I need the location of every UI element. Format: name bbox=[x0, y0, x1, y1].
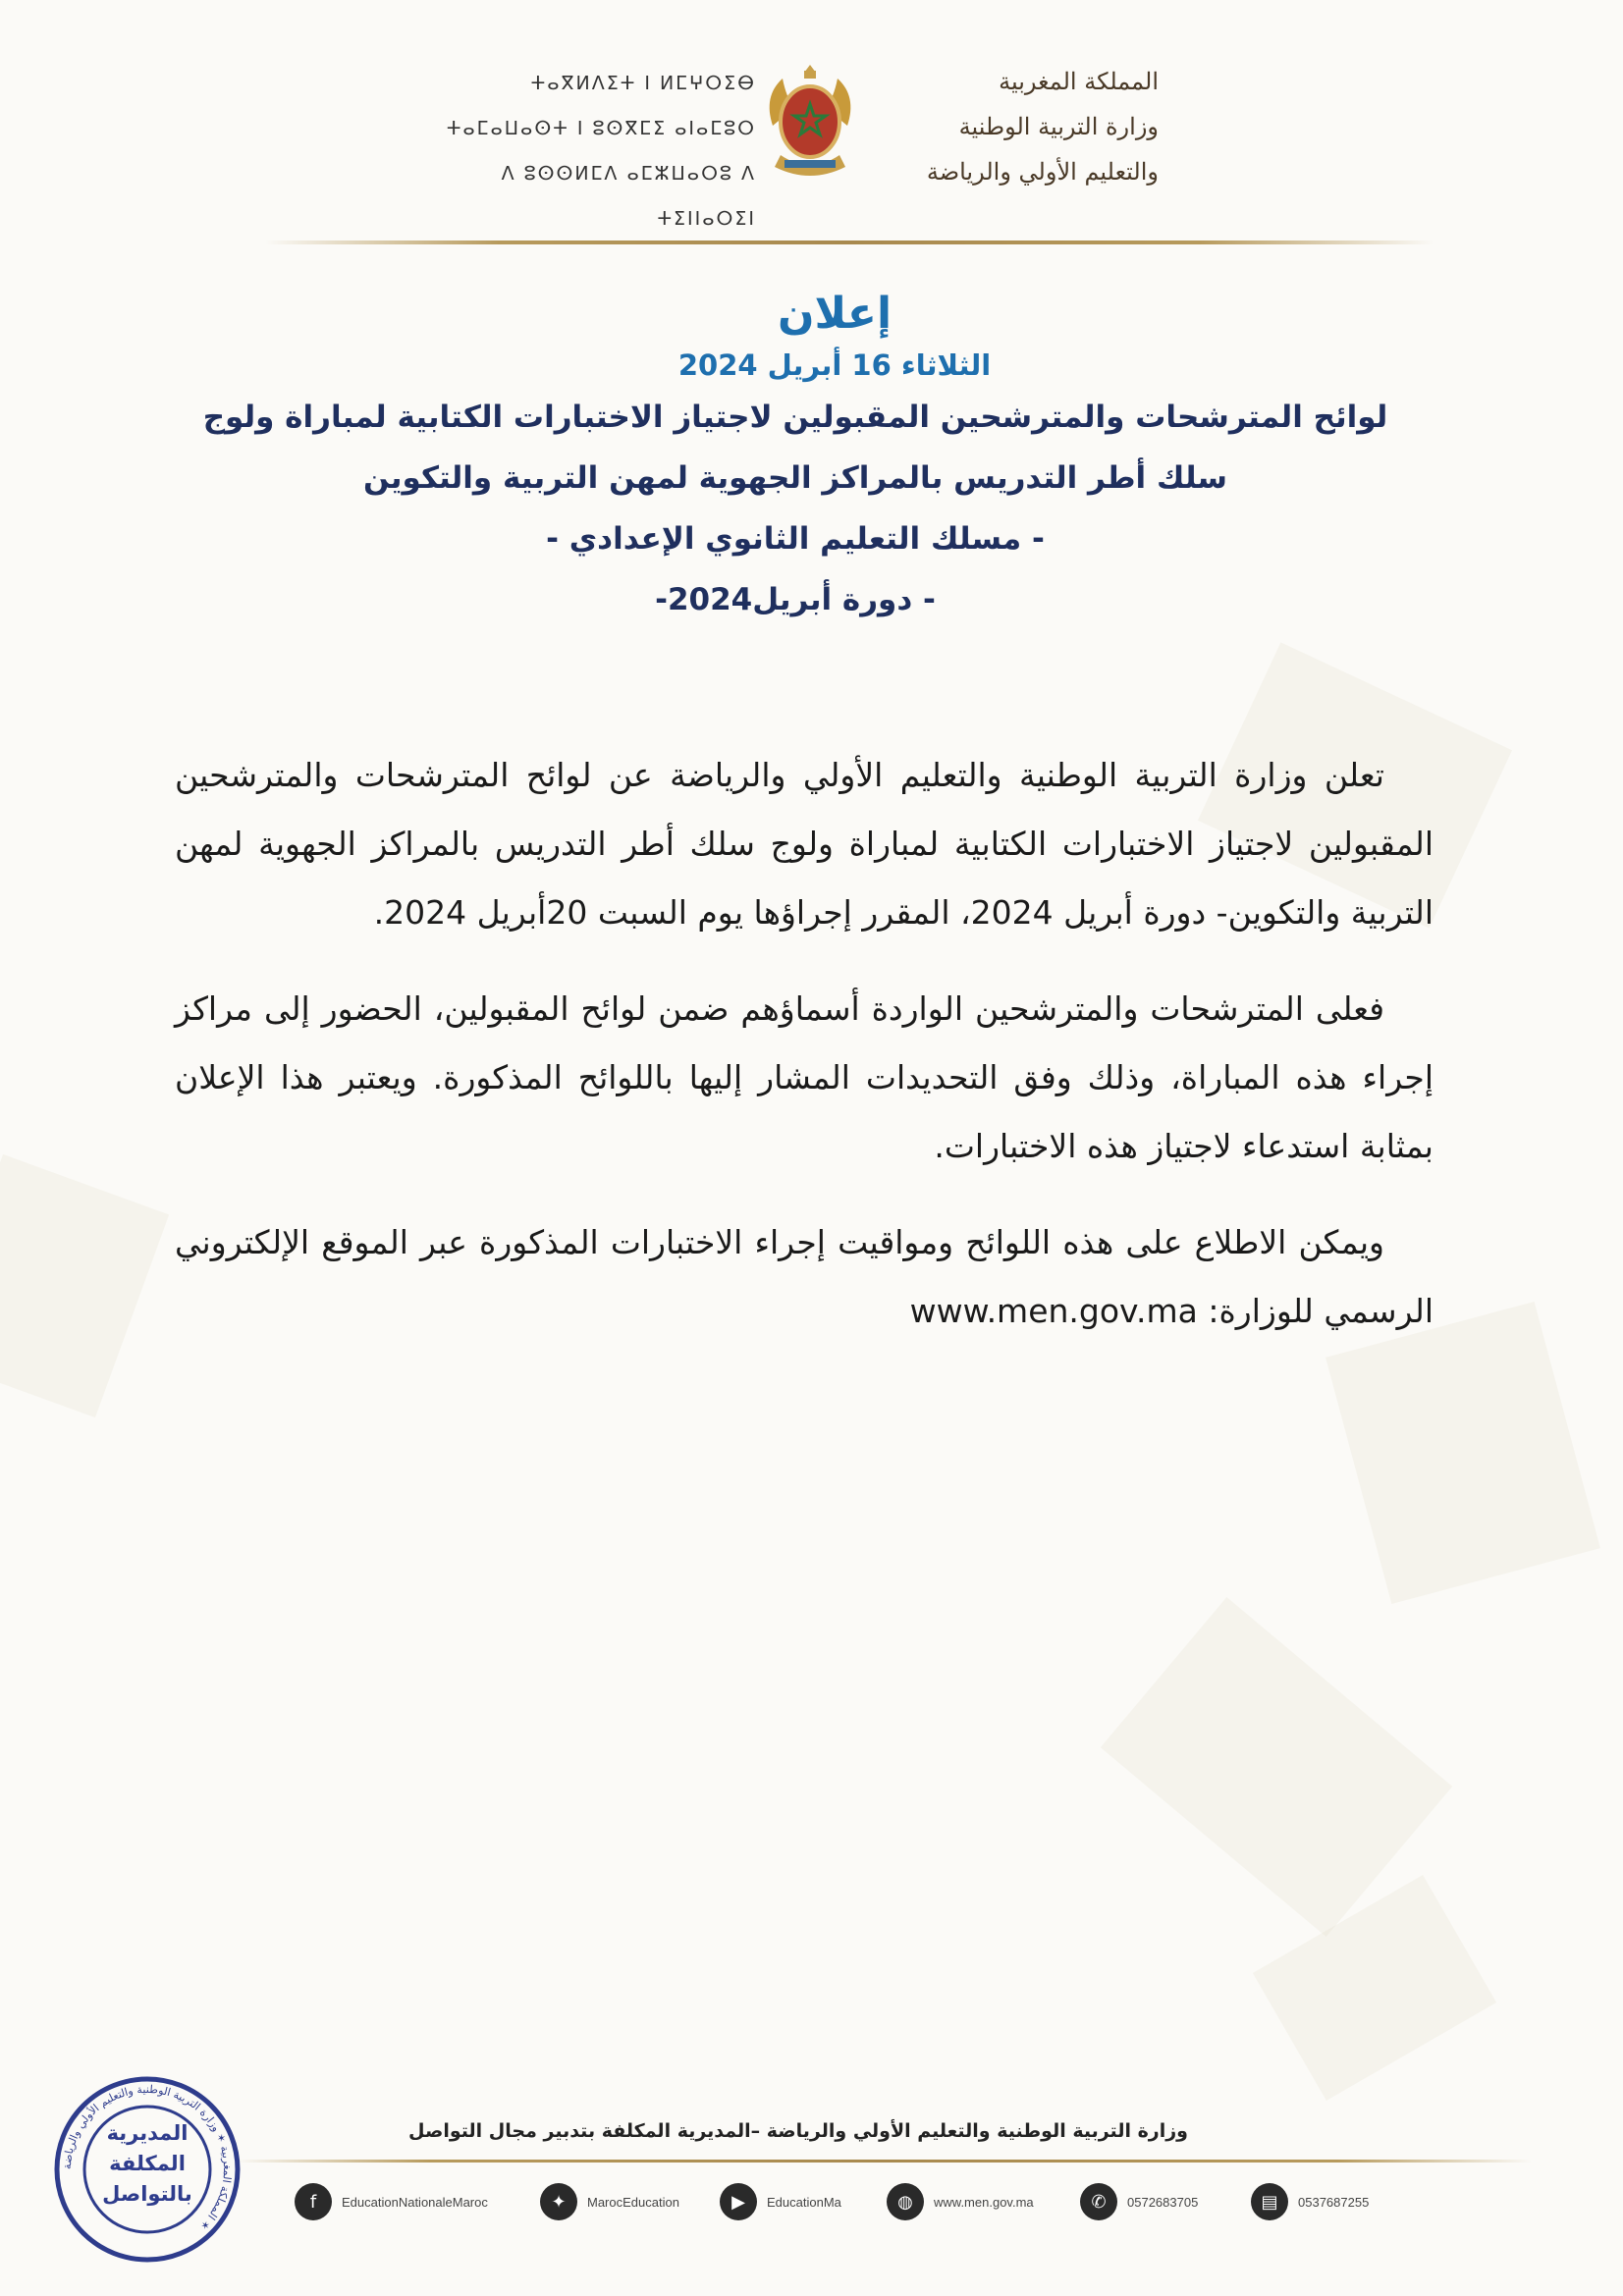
ministry-name-arabic bbox=[864, 59, 1159, 194]
ministry-line: المملكة المغربية bbox=[999, 68, 1159, 95]
contact-website[interactable] bbox=[887, 2181, 1034, 2222]
footer-caption: وزارة التربية الوطنية والتعليم الأولي والرياضة –المديرية المكلفة بتدبير مجال التواصل bbox=[408, 2120, 1188, 2142]
announcement-body bbox=[175, 741, 1434, 1373]
announcement-subtitle-line: لوائح المترشحات والمترشحين المقبولين لاجتياز الاختبارات الكتابية لمباراة ولوج bbox=[202, 400, 1388, 435]
phone-icon: ✆ bbox=[1080, 2183, 1117, 2220]
announcement-date: الثلاثاء 16 أبريل 2024 bbox=[677, 348, 992, 382]
announcement-heading bbox=[177, 285, 1414, 630]
letterhead bbox=[0, 0, 1623, 245]
contact-label: 0572683705 bbox=[1127, 2194, 1199, 2210]
ministry-line: والتعليم الأولي والرياضة bbox=[926, 158, 1159, 186]
body-paragraph: تعلن وزارة التربية الوطنية والتعليم الأولي والرياضة عن لوائح المترشحات والمترشحين المقبولين لاجتياز الاختبارات الكتابية لمباراة ولوج سلك أطر التدريس بالمراكز الجهوية لمهن التربية والتكوين- دورة أبريل 2024، المقرر إجراؤها يوم السبت 20أبريل 2024. bbox=[175, 756, 1434, 932]
announcement-title: إعلان bbox=[777, 289, 893, 339]
contact-twitter[interactable] bbox=[540, 2181, 679, 2222]
announcement-subtitle-line: - مسلك التعليم الثانوي الإعدادي - bbox=[546, 521, 1045, 557]
announcement-subtitle-line: - دورة أبريل2024- bbox=[655, 582, 936, 617]
body-paragraph-text: ويمكن الاطلاع على هذه اللوائح ومواقيت إجراء الاختبارات المذكورة عبر الموقع الإلكتروني الرسمي للوزارة: bbox=[175, 1223, 1434, 1330]
fax-icon: ▤ bbox=[1251, 2183, 1288, 2220]
contact-label: EducationMa bbox=[767, 2194, 841, 2210]
contact-phone[interactable] bbox=[1080, 2181, 1198, 2222]
contact-label: EducationNationaleMaroc bbox=[342, 2194, 488, 2210]
youtube-icon: ▶ bbox=[720, 2183, 757, 2220]
background-decoration bbox=[1253, 1875, 1496, 2101]
facebook-icon: f bbox=[295, 2183, 332, 2220]
tifinagh-line: ⵜⴰⴳⵍⴷⵉⵜ ⵏ ⵍⵎⵖⵔⵉⴱ bbox=[530, 73, 756, 94]
body-paragraph bbox=[175, 1208, 1434, 1346]
contact-fax[interactable] bbox=[1251, 2181, 1369, 2222]
background-decoration bbox=[0, 1154, 169, 1417]
stamp-line: المديرية bbox=[106, 2121, 189, 2145]
stamp-line: المكلفة bbox=[109, 2152, 186, 2175]
royal-emblem-icon bbox=[751, 57, 869, 185]
twitter-icon: ✦ bbox=[540, 2183, 577, 2220]
header-divider bbox=[265, 240, 1434, 244]
contact-label: MarocEducation bbox=[587, 2194, 679, 2210]
background-decoration bbox=[1101, 1597, 1452, 1937]
announcement-subtitle-line: سلك أطر التدريس بالمراكز الجهوية لمهن التربية والتكوين bbox=[363, 460, 1227, 496]
ministry-line: وزارة التربية الوطنية bbox=[958, 113, 1159, 140]
stamp-ring-text: المملكة المغربية ✶ وزارة التربية الوطنية والتعليم الأولي والرياضة ✶ bbox=[60, 2082, 235, 2233]
globe-icon: ◍ bbox=[887, 2183, 924, 2220]
ministry-name-tifinagh bbox=[432, 61, 756, 241]
contact-label: 0537687255 bbox=[1298, 2194, 1370, 2210]
tifinagh-line: ⴷ ⵓⵙⵙⵍⵎⴷ ⴰⵎⵣⵡⴰⵔⵓ ⴷ ⵜⵉⵏⵏⴰⵔⵉⵏ bbox=[501, 163, 756, 230]
footer-divider bbox=[236, 2160, 1532, 2163]
contact-bar bbox=[295, 2181, 1414, 2230]
ministry-website-link[interactable]: www.men.gov.ma bbox=[909, 1292, 1198, 1330]
contact-facebook[interactable] bbox=[295, 2181, 488, 2222]
body-paragraph: فعلى المترشحات والمترشحين الواردة أسماؤهم ضمن لوائح المقبولين، الحضور إلى مراكز إجراء هذه المباراة، وذلك وفق التحديدات المشار إليها باللوائح المذكورة. ويعتبر هذا الإعلان بمثابة استدعاء لاجتياز هذه الاختبارات. bbox=[175, 989, 1434, 1165]
stamp-center-text bbox=[93, 2118, 201, 2210]
contact-label: www.men.gov.ma bbox=[934, 2194, 1034, 2210]
stamp-line: بالتواصل bbox=[102, 2182, 192, 2206]
contact-youtube[interactable] bbox=[720, 2181, 841, 2222]
tifinagh-line: ⵜⴰⵎⴰⵡⴰⵙⵜ ⵏ ⵓⵙⴳⵎⵉ ⴰⵏⴰⵎⵓⵔ bbox=[446, 118, 756, 139]
